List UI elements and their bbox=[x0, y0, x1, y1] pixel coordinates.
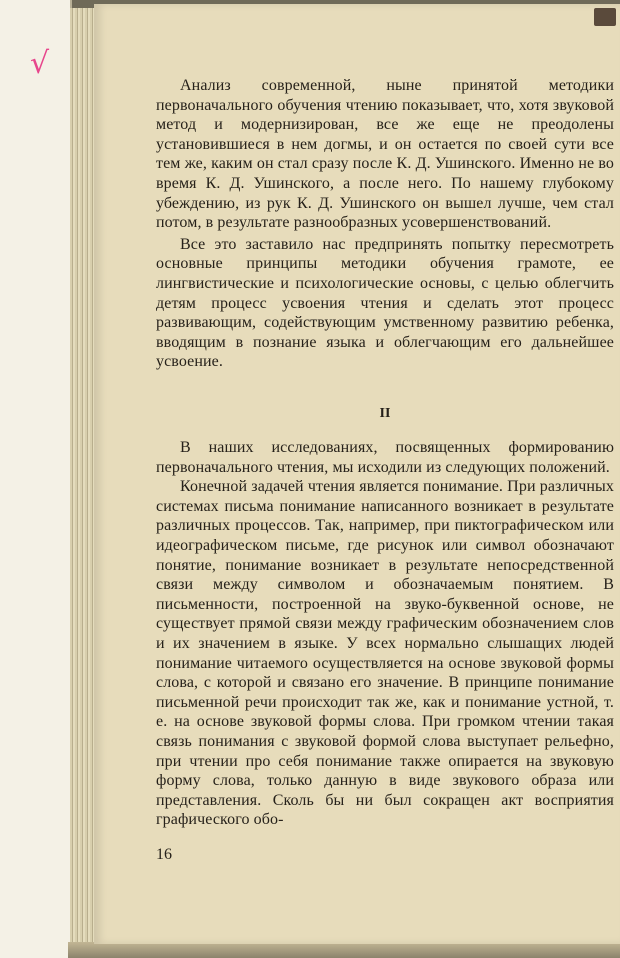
paragraph: Все это заставило нас предпринять попытку пересмотреть основные принципы методики обучения грамоте, ее лингвистические и психологические основы, с целью облегчить детям процесс усвоения чтения и сделать этот процесс развивающим, содействующим умственному развитию ребенка, вводящим в познание языка и облегчающим его дальнейшее усвоение. bbox=[156, 235, 614, 371]
paragraph: В наших исследованиях, посвященных формированию первоначального чтения, мы исходили из следующих положений. bbox=[156, 439, 614, 476]
paragraph: Конечной задачей чтения является понимание. При различных системах письма понимание написанного возникает в результате различных процессов. Так, например, при пиктографическом или идеографическом письме, где рисунок или символ обозначают понятие, понимание возникает в результате непосредственной связи между символом и обозначаемым понятием. В письменности, построенной на звуко-буквенной основе, не существует прямой связи между графическим обозначением слов и их значением в языке. У всех нормально слышащих людей понимание читаемого осуществляется на основе звуковой формы слова, с которой и связано его значение. В принципе понимание письменной речи происходит так же, как и понимание устной, т. е. на основе звуковой формы слова. При громком чтении такая связь понимания с звуковой формой слова выступает рельефно, при чтении про себя понимание также опирается на звуковую форму слова, только данную в виде звукового образа или представления. Сколь бы ни был сокращен акт восприятия графического обо- bbox=[156, 478, 614, 829]
text-block-intro bbox=[156, 76, 614, 372]
page-edge-stack bbox=[70, 8, 94, 948]
margin-mark: √ bbox=[30, 46, 50, 81]
paragraph: Анализ современной, ныне принятой методики первоначального обучения чтению показывает, что, хотя звуковой метод и модернизирован, все же еще не преодолены установившиеся в нем догмы, и он остается по своей сути все тем же, каким он стал сразу после К. Д. Ушинского. Именно не во время К. Д. Ушинского, а после него. По нашему глубокому убеждению, из рук К. Д. Ушинского он вышел лучше, чем стал потом, в результате разнообразных усовершенствований. bbox=[156, 77, 614, 232]
page-number: 16 bbox=[156, 846, 172, 863]
book-page bbox=[94, 4, 620, 944]
corner-tab bbox=[594, 8, 616, 26]
text-block-section-two bbox=[156, 438, 614, 830]
left-page-strip bbox=[0, 0, 72, 958]
page-bottom-edge bbox=[68, 942, 620, 958]
section-heading: II bbox=[379, 406, 391, 421]
